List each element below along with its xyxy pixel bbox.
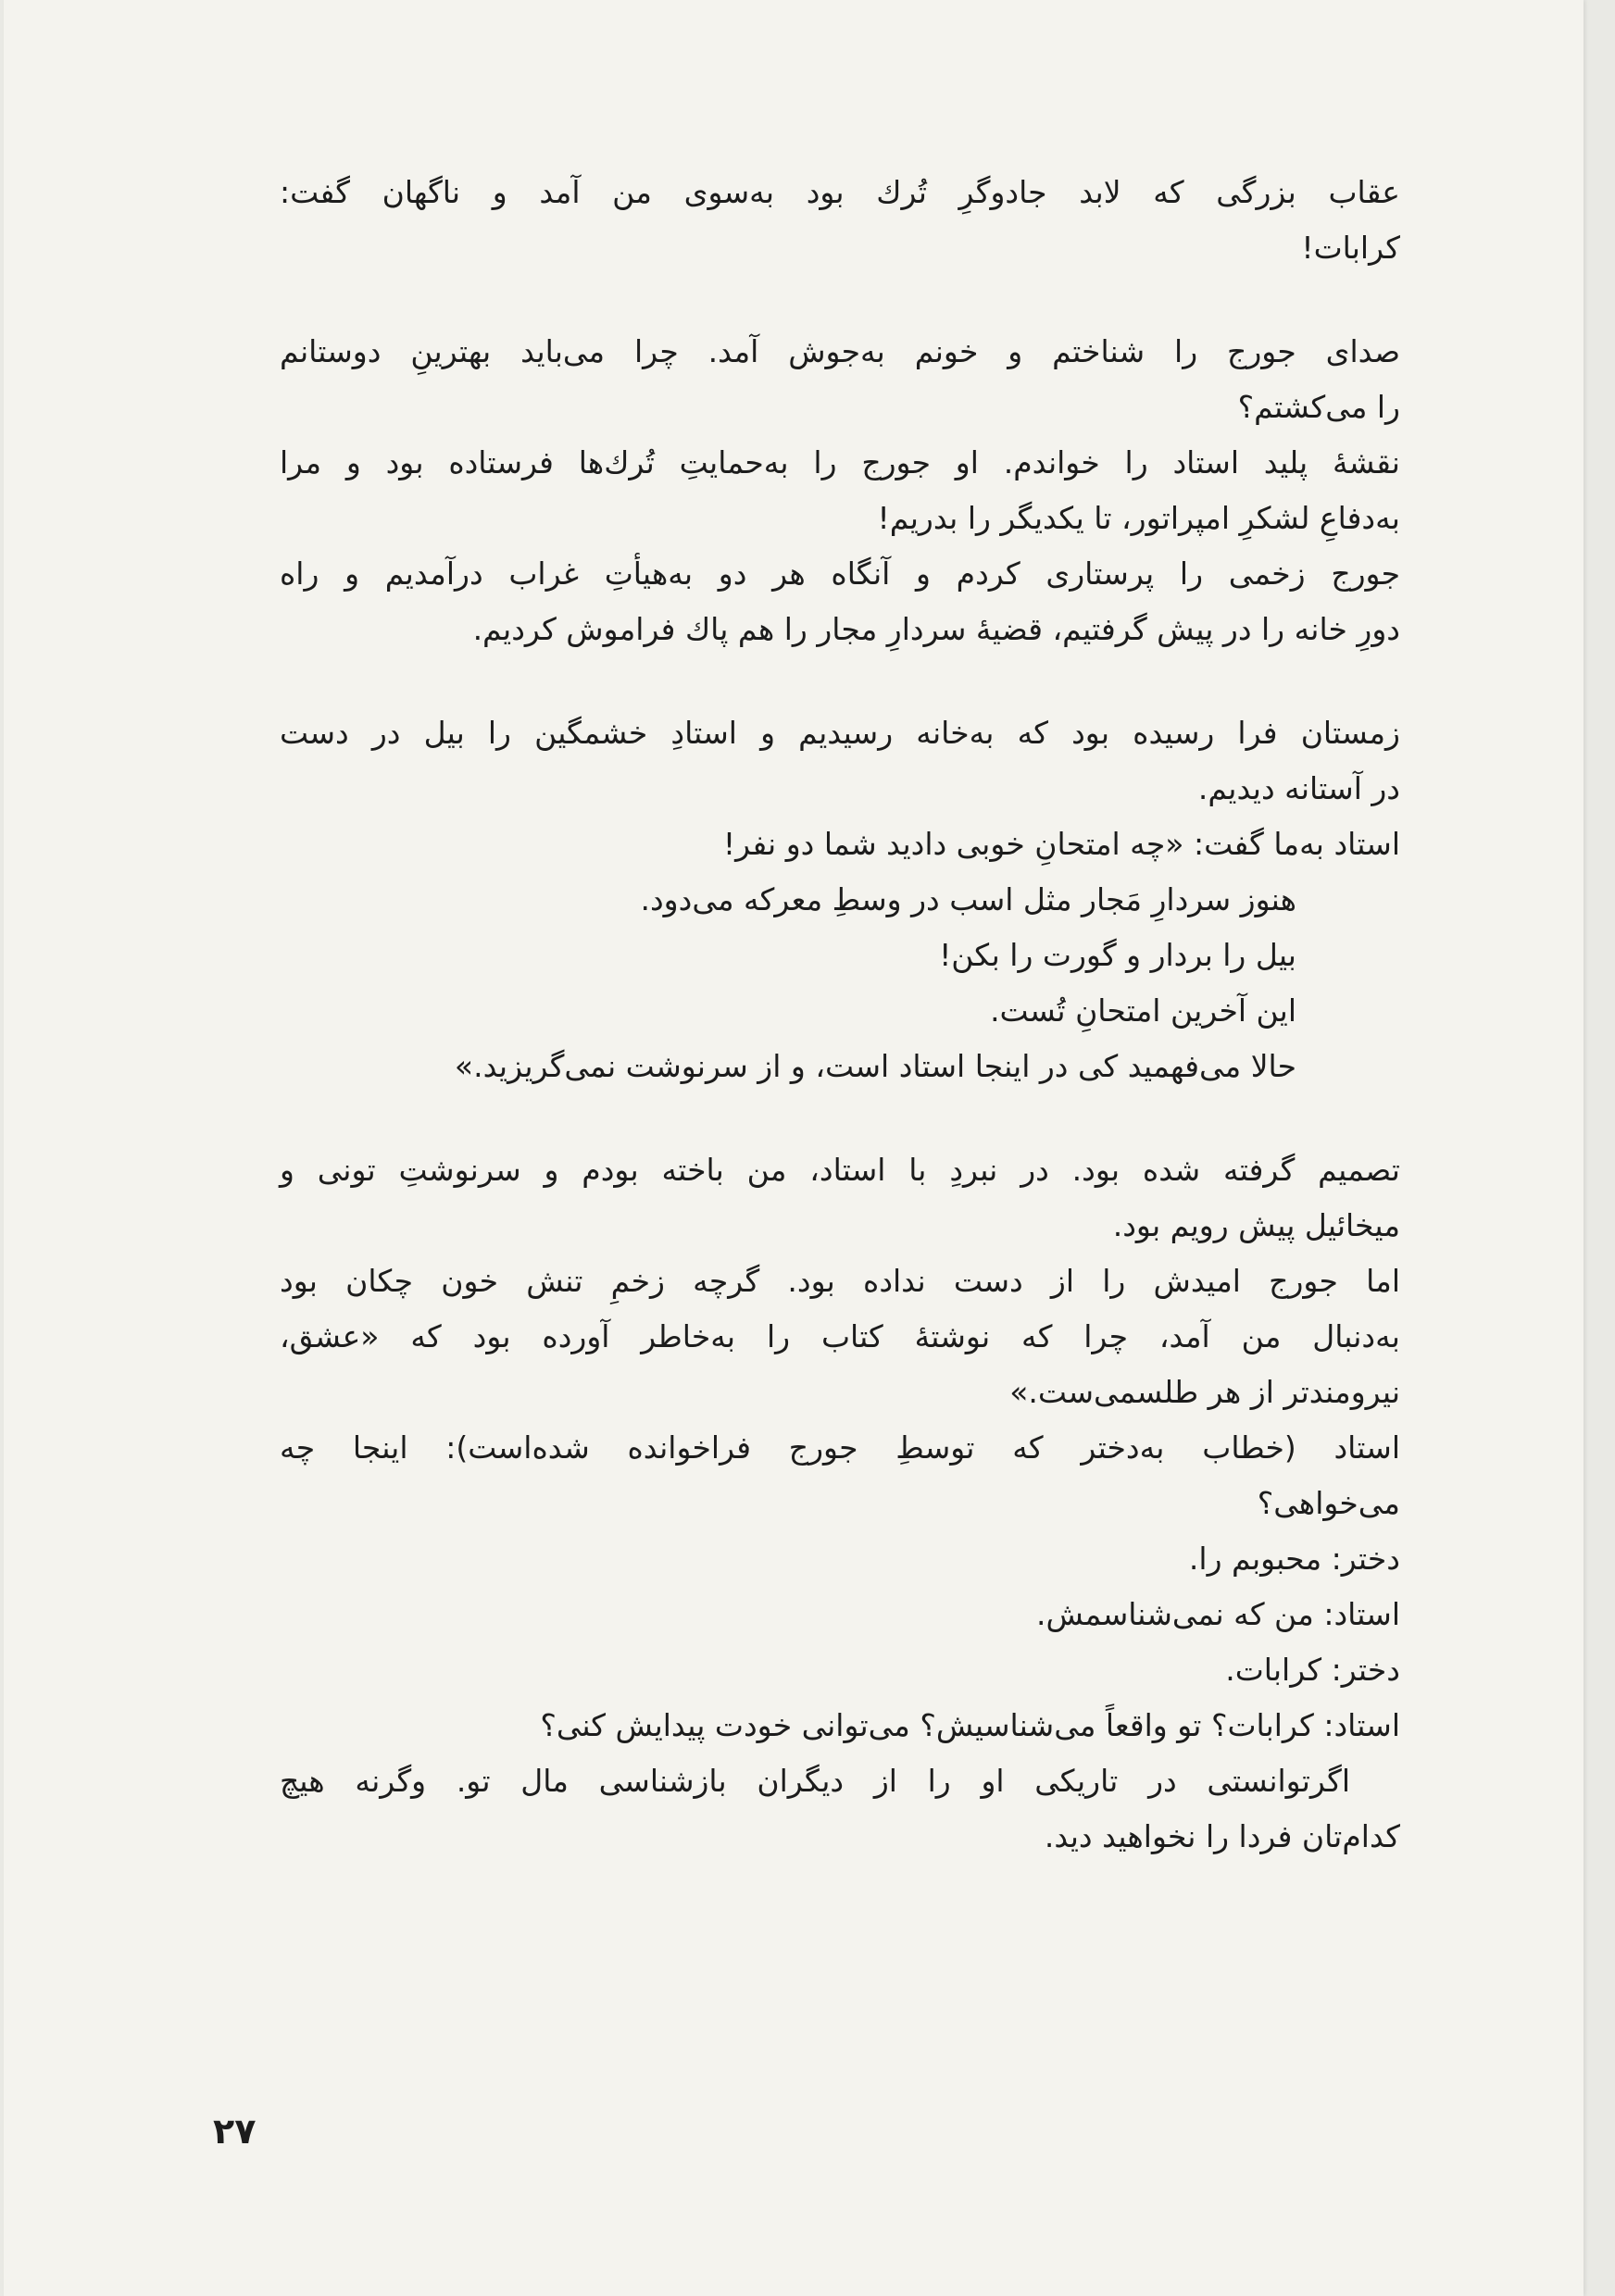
text-line: زمستان فرا رسیده بود که به‌خانه رسیدیم و استادِ خشمگین را بیل در دست: [280, 715, 1400, 751]
text-line: جورج زخمی را پرستاری کردم و آنگاه هر دو به‌هیأتِ غراب درآمدیم و راه: [280, 555, 1400, 592]
text-line: میخائیل پیش رویم بود.: [1112, 1207, 1400, 1243]
page-number: ۲۷: [213, 2111, 257, 2152]
dialogue-master-girl: [280, 1420, 1400, 1531]
text-line: می‌خواهی؟: [1257, 1485, 1400, 1521]
paragraph-nursing: [280, 546, 1400, 657]
text-line: دورِ خانه را در پیش گرفتیم، قضیهٔ سردارِ مجار را هم پاك فراموش کردیم.: [472, 611, 1400, 647]
dialogue-line: [280, 1698, 1400, 1753]
text-line: کرابات!: [1301, 230, 1400, 266]
paragraph-final: [280, 1753, 1400, 1865]
text-line: استاد: کرابات؟ تو واقعاً می‌شناسیش؟ می‌توانی خودت پیدایش کنی؟: [540, 1707, 1400, 1743]
text-line: تصمیم گرفته شده بود. در نبردِ با استاد، من باخته بودم و سرنوشتِ تونی و: [280, 1152, 1400, 1188]
paragraph-george-voice: [280, 324, 1400, 435]
paragraph-master-speech: [280, 817, 1400, 872]
text-line: را می‌کشتم؟: [1237, 389, 1400, 425]
paragraph-decision: [280, 1142, 1400, 1254]
paragraph-winter: [280, 705, 1400, 817]
text-line: صدای جورج را شناختم و خونم به‌جوش آمد. چرا می‌باید بهترینِ دوستانم: [280, 333, 1400, 369]
text-line: نقشهٔ پلید استاد را خواندم. او جورج را به‌حمایتِ تُرك‌ها فرستاده بود و مرا: [280, 444, 1400, 480]
text-line: عقاب بزرگی که لابد جادوگرِ تُرك بود به‌سوی من آمد و ناگهان گفت:: [280, 174, 1400, 210]
verse-block: [280, 872, 1400, 1094]
text-line: استاد (خطاب به‌دختر که توسطِ جورج فراخوانده شده‌است): اینجا چه: [280, 1429, 1400, 1466]
paragraph-george-hope: [280, 1254, 1400, 1420]
text-line: نیرومندتر از هر طلسمی‌ست.»: [1009, 1374, 1400, 1410]
verse-line: حالا می‌فهمید کی در اینجا استاد است، و از سرنوشت نمی‌گریزید.»: [454, 1048, 1296, 1084]
verse-line: هنوز سردارِ مَجار مثل اسب در وسطِ معرکه می‌دود.: [640, 881, 1296, 917]
paragraph-master-plan: [280, 435, 1400, 546]
text-line: به‌دنبال من آمد، چرا که نوشتهٔ کتاب را به‌خاطر آورده بود که «عشق،: [280, 1318, 1400, 1354]
text-line: به‌دفاعِ لشکرِ امپراتور، تا یکدیگر را بدریم!: [877, 500, 1400, 536]
dialogue-line: [280, 1531, 1400, 1587]
text-line: دختر: کرابات.: [1225, 1652, 1400, 1688]
verse-line: این آخرین امتحانِ تُست.: [990, 992, 1296, 1029]
paragraph-eagle: [280, 165, 1400, 276]
text-line: اما جورج امیدش را از دست نداده بود. گرچه زخمِ تنش خون چکان بود: [280, 1263, 1400, 1299]
verse-line: بیل را بردار و گورت را بکن!: [939, 937, 1296, 973]
text-line: استاد: من که نمی‌شناسمش.: [1035, 1596, 1400, 1632]
text-line: در آستانه دیدیم.: [1197, 770, 1400, 806]
dialogue-line: [280, 1587, 1400, 1642]
text-line: اگرتوانستی در تاریکی او را از دیگران بازشناسی مال تو. وگرنه هیچ: [280, 1763, 1350, 1799]
body-text: [280, 165, 1400, 1865]
text-line: کدام‌تان فردا را نخواهید دید.: [1044, 1818, 1400, 1854]
text-line: دختر: محبوبم را.: [1188, 1541, 1400, 1577]
text-line: استاد به‌ما گفت: «چه امتحانِ خوبی دادید شما دو نفر!: [722, 826, 1400, 862]
document-page: [4, 0, 1584, 2296]
dialogue-line: [280, 1642, 1400, 1698]
